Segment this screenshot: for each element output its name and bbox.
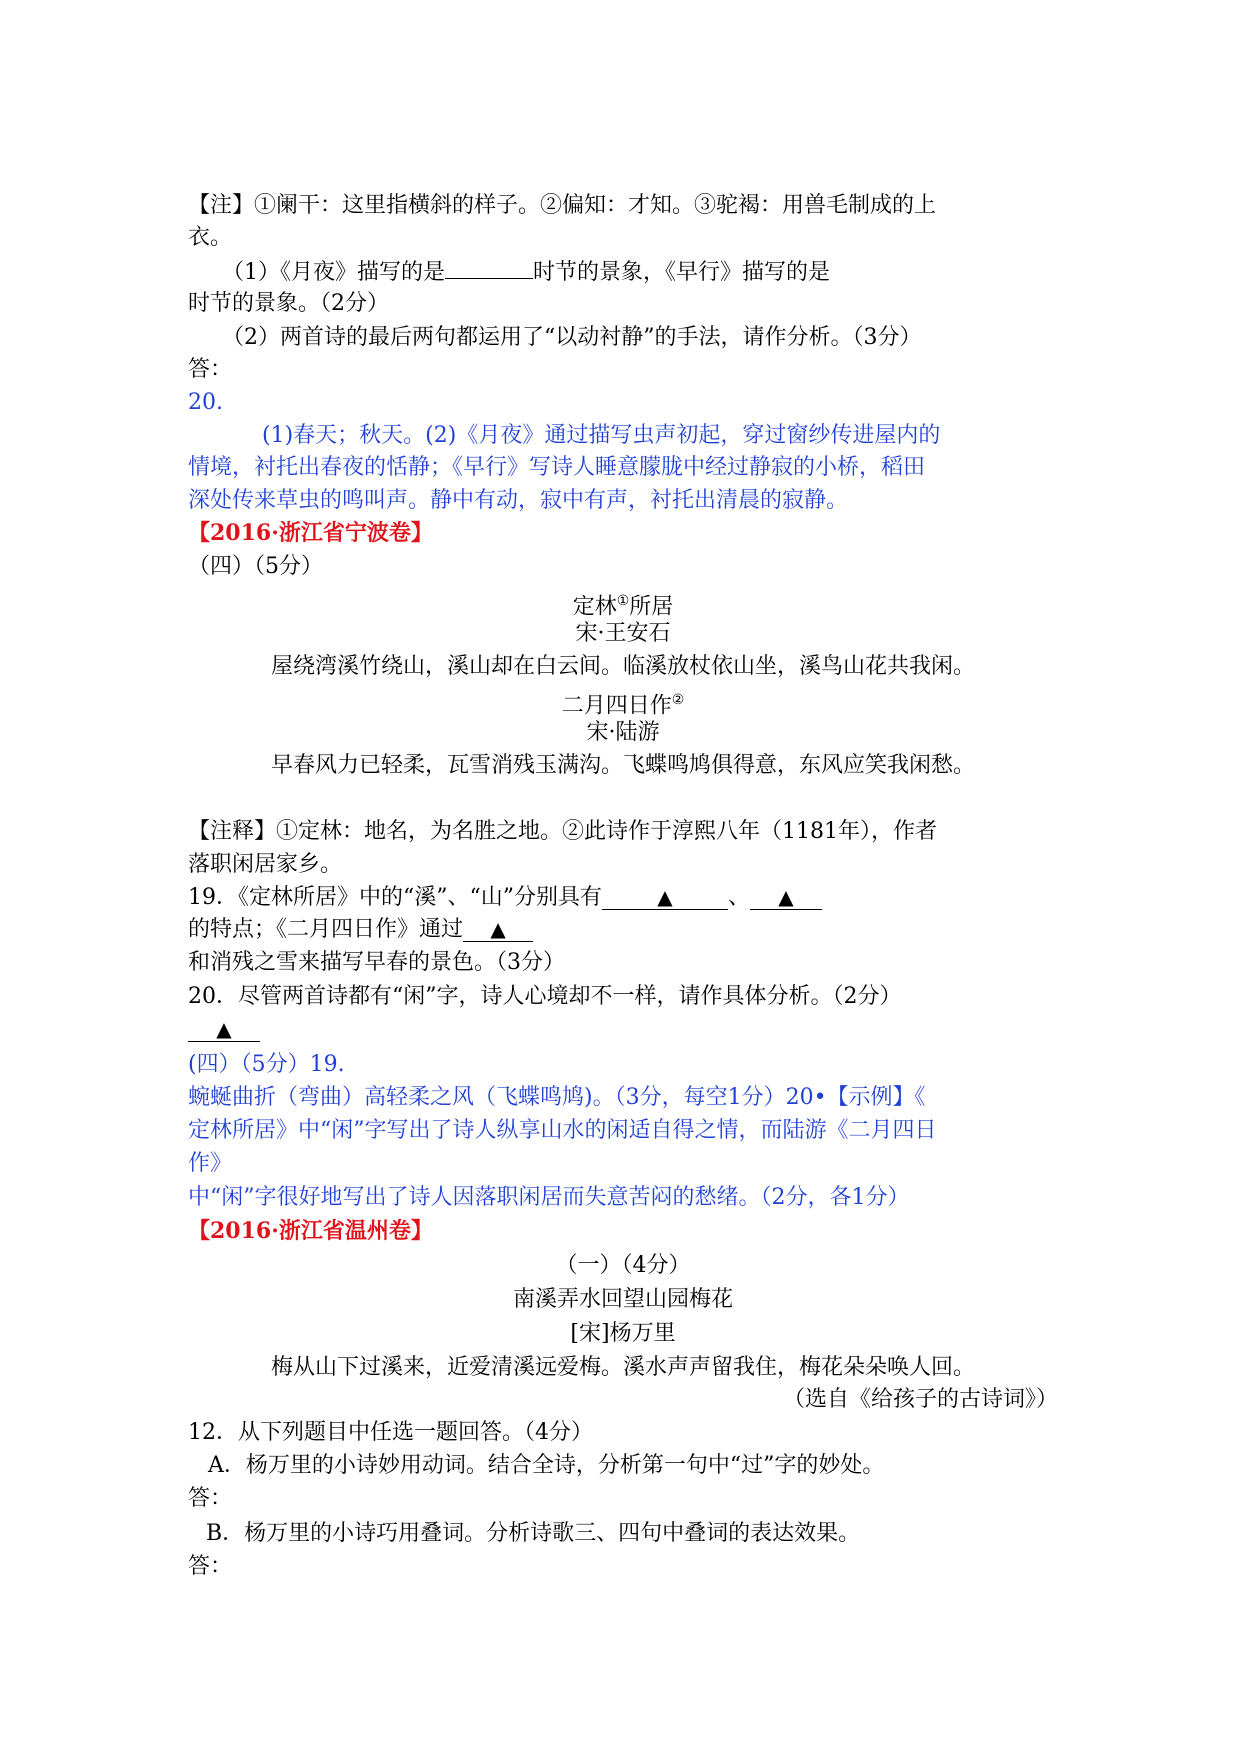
- poem-2-note-mark: ②: [671, 692, 685, 708]
- question-12-option-b: B．杨万里的小诗巧用叠词。分析诗歌三、四句中叠词的表达效果。: [206, 1521, 861, 1546]
- answer-20-line-2: 情境，衬托出春夜的恬静；《早行》写诗人睡意朦胧中经过静寂的小桥，稻田: [188, 455, 926, 480]
- note-line-2: 衣。: [188, 225, 233, 250]
- answer-label-1: 答：: [188, 357, 233, 382]
- answer-label-b: 答：: [188, 1554, 233, 1579]
- wenzhou-part: （一）（4分）: [555, 1253, 691, 1278]
- question-20-answer-line: [188, 1014, 1058, 1046]
- poem-1-note-mark: ①: [616, 593, 630, 609]
- poem-1-title-rest: 所居: [629, 594, 674, 620]
- poem-2-author: 宋·陆游: [586, 720, 660, 745]
- answer-20-line-3: 深处传来草虫的鸣叫声。静中有动，寂中有声，衬托出清晨的寂静。: [188, 488, 849, 513]
- poem-2-body: 早春风力已轻柔，瓦雪消残玉满沟。飞蝶鸣鸠俱得意，东风应笑我闲愁。: [270, 753, 975, 778]
- question-12: 12．从下列题目中任选一题回答。（4分）: [188, 1420, 593, 1445]
- ningbo-answer-line-5: 中“闲”字很好地写出了诗人因落职闲居而失意苦闷的愁绪。（2分，各1分）: [188, 1185, 910, 1210]
- q1-blank-1[interactable]: [445, 256, 533, 279]
- answer-20-number: 20.: [188, 390, 223, 415]
- note-line-1: 【注】①阑干：这里指横斜的样子。②偏知：才知。③驼褐：用兽毛制成的上: [188, 193, 937, 218]
- poem-1-title-text: 定林: [572, 594, 617, 620]
- answer-label-a: 答：: [188, 1486, 233, 1511]
- section-header-wenzhou: 【2016·浙江省温州卷】: [188, 1218, 433, 1244]
- q19-separator: 、: [727, 885, 750, 910]
- answer-20-line-1: (1)春天；秋天。(2)《月夜》通过描写虫声初起，穿过窗纱传进屋内的: [262, 423, 941, 448]
- q19-blank-1[interactable]: ▲: [602, 885, 728, 910]
- ningbo-notes-line-1: 【注释】①定林：地名，为名胜之地。②此诗作于淳熙八年（1181年），作者: [188, 819, 937, 844]
- q19-text-b: 的特点；《二月四日作》通过: [188, 917, 464, 942]
- ningbo-notes-line-2: 落职闲居家乡。: [188, 852, 343, 877]
- q19-blank-3[interactable]: ▲: [463, 917, 533, 942]
- ningbo-answer-line-2: 蜿蜒曲折（弯曲）高轻柔之风（飞蝶鸣鸠)。（3分，每空1分）20•【示例】《: [188, 1085, 926, 1110]
- poem-1-body: 屋绕湾溪竹绕山，溪山却在白云间。临溪放杖依山坐，溪鸟山花共我闲。: [270, 654, 975, 679]
- question-20: 20．尽管两首诗都有“闲”字，诗人心境却不一样，请作具体分析。（2分）: [188, 984, 902, 1009]
- ningbo-part: （四）（5分）: [188, 554, 323, 579]
- poem-2-title-text: 二月四日作: [561, 693, 672, 719]
- wenzhou-poem-source: （选自《给孩子的古诗词》）: [782, 1387, 1058, 1412]
- question-1-cont: 时节的景象。（2分）: [188, 291, 389, 316]
- q1-text-b: 时节的景象，《早行》描写的是: [533, 260, 831, 285]
- q19-text-a: 19．《定林所居》中的“溪”、“山”分别具有: [188, 885, 602, 910]
- wenzhou-poem-body: 梅从山下过溪来，近爱清溪远爱梅。溪水声声留我住，梅花朵朵唤人回。: [270, 1355, 975, 1380]
- wenzhou-poem-title: 南溪弄水回望山园梅花: [512, 1287, 733, 1312]
- question-2: （2）两首诗的最后两句都运用了“以动衬静”的手法，请作分析。（3分）: [222, 325, 922, 350]
- question-19-end: 和消残之雪来描写早春的景色。（3分）: [188, 950, 565, 975]
- question-1: [222, 256, 1092, 289]
- q20-blank[interactable]: ▲: [188, 1017, 260, 1042]
- section-header-ningbo: 【2016·浙江省宁波卷】: [188, 520, 433, 546]
- ningbo-answer-line-3: 定林所居》中“闲”字写出了诗人纵享山水的闲适自得之情，而陆游《二月四日: [188, 1118, 937, 1143]
- poem-1-author: 宋·王安石: [575, 621, 671, 646]
- question-19-cont: [188, 914, 1058, 946]
- q19-blank-2[interactable]: ▲: [750, 885, 822, 910]
- ningbo-answer-line-1: (四）（5分）19.: [188, 1052, 345, 1077]
- question-12-option-a: A．杨万里的小诗妙用动词。结合全诗，分析第一句中“过”字的妙处。: [208, 1453, 885, 1478]
- q1-text-a: （1）《月夜》描写的是: [222, 260, 445, 285]
- question-19: [188, 882, 1058, 914]
- wenzhou-poem-author: [宋]杨万里: [570, 1321, 676, 1346]
- ningbo-answer-line-4: 作》: [188, 1151, 233, 1176]
